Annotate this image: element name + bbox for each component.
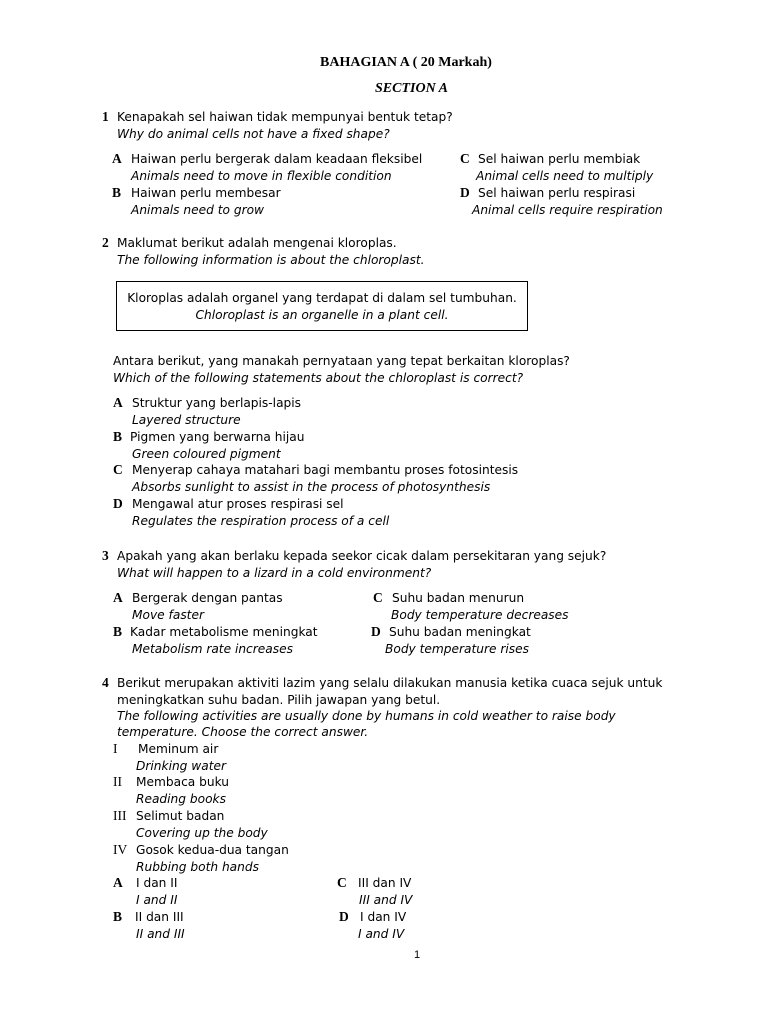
question-intro-en: The following information is about the chloroplast. [117, 253, 425, 267]
statement-text-en: Drinking water [136, 759, 227, 773]
question-number: 1 [102, 109, 109, 124]
option-letter: B [113, 909, 123, 924]
option-letter: A [113, 590, 123, 605]
option-letter: C [337, 875, 347, 890]
option-text-ms: Kadar metabolisme meningkat [130, 625, 318, 639]
option-letter: A [113, 395, 123, 410]
option-letter: C [460, 151, 470, 166]
info-box-text-ms: Kloroplas adalah organel yang terdapat di dalam sel tumbuhan. [127, 291, 517, 305]
question-text-en-line-1: The following activities are usually done by humans in cold weather to raise body [117, 709, 616, 723]
statement-text-ms: Membaca buku [136, 775, 230, 789]
section-subtitle: SECTION A [375, 81, 449, 96]
option-text-en: Body temperature rises [385, 642, 529, 656]
option-text-en: III and IV [359, 893, 413, 907]
option-text-en: Layered structure [132, 413, 241, 427]
option-text-ms: Struktur yang berlapis-lapis [132, 396, 302, 410]
option-letter: D [460, 185, 470, 200]
option-text-en: Move faster [132, 608, 204, 622]
option-text-ms: Haiwan perlu membesar [131, 186, 281, 200]
option-text-ms: Sel haiwan perlu respirasi [478, 186, 636, 200]
option-text-ms: Menyerap cahaya matahari bagi membantu proses fotosintesis [132, 463, 519, 477]
option-letter: C [373, 590, 383, 605]
question-number: 4 [102, 675, 109, 690]
option-letter: A [112, 151, 122, 166]
page-number: 1 [414, 949, 421, 961]
statement-numeral: I [113, 741, 118, 756]
question-text-ms: Antara berikut, yang manakah pernyataan yang tepat berkaitan kloroplas? [113, 354, 570, 368]
question-number: 2 [102, 235, 109, 250]
option-letter: B [113, 429, 123, 444]
option-text-en: I and II [136, 893, 178, 907]
option-text-en: Body temperature decreases [391, 608, 569, 622]
statement-text-en: Rubbing both hands [136, 860, 259, 874]
option-text-ms: III dan IV [358, 876, 412, 890]
option-letter: A [113, 875, 123, 890]
option-text-ms: Sel haiwan perlu membiak [478, 152, 641, 166]
option-text-ms: I dan II [136, 876, 178, 890]
info-box [116, 281, 528, 331]
question-text-ms: Apakah yang akan berlaku kepada seekor cicak dalam persekitaran yang sejuk? [117, 549, 607, 563]
option-text-ms: Pigmen yang berwarna hijau [130, 430, 305, 444]
statement-numeral: IV [113, 842, 128, 857]
option-text-en: Animals need to move in flexible condition [131, 169, 392, 183]
question-text-ms-line-2: meningkatkan suhu badan. Pilih jawapan yang betul. [117, 693, 441, 707]
option-text-ms: Suhu badan menurun [392, 591, 525, 605]
statement-text-en: Reading books [136, 792, 226, 806]
option-text-ms: I dan IV [360, 910, 407, 924]
option-text-en: Animal cells need to multiply [476, 169, 654, 183]
option-text-ms: Mengawal atur proses respirasi sel [132, 497, 344, 511]
option-text-en: I and IV [358, 927, 405, 941]
statement-text-ms: Meminum air [138, 742, 219, 756]
question-text-en: Why do animal cells not have a fixed shape? [117, 127, 390, 141]
statement-numeral: II [113, 774, 122, 789]
statement-text-ms: Selimut badan [136, 809, 225, 823]
option-text-en: Absorbs sunlight to assist in the process of photosynthesis [132, 480, 491, 494]
question-text-en-line-2: temperature. Choose the correct answer. [117, 725, 369, 739]
option-letter: D [339, 909, 349, 924]
option-text-en: Animal cells require respiration [472, 203, 663, 217]
info-box-text-en: Chloroplast is an organelle in a plant cell. [195, 308, 449, 322]
option-text-ms: Bergerak dengan pantas [132, 591, 283, 605]
statement-text-en: Covering up the body [136, 826, 268, 840]
option-text-ms: II dan III [135, 910, 184, 924]
question-text-en: Which of the following statements about the chloroplast is correct? [113, 371, 524, 385]
option-text-en: Green coloured pigment [132, 447, 281, 461]
question-text-en: What will happen to a lizard in a cold environment? [117, 566, 432, 580]
question-text-ms: Kenapakah sel haiwan tidak mempunyai bentuk tetap? [117, 110, 453, 124]
option-letter: D [371, 624, 381, 639]
question-intro-ms: Maklumat berikut adalah mengenai kloroplas. [117, 236, 397, 250]
option-letter: B [112, 185, 122, 200]
option-text-ms: Suhu badan meningkat [389, 625, 531, 639]
option-text-en: II and III [136, 927, 185, 941]
option-letter: C [113, 462, 123, 477]
question-number: 3 [102, 548, 109, 563]
question-text-ms-line-1: Berikut merupakan aktiviti lazim yang selalu dilakukan manusia ketika cuaca sejuk untuk [117, 676, 663, 690]
option-text-en: Regulates the respiration process of a cell [132, 514, 390, 528]
option-text-ms: Haiwan perlu bergerak dalam keadaan fleksibel [131, 152, 423, 166]
option-text-en: Metabolism rate increases [132, 642, 293, 656]
section-title: BAHAGIAN A ( 20 Markah) [320, 55, 492, 70]
option-text-en: Animals need to grow [131, 203, 265, 217]
statement-numeral: III [113, 808, 127, 823]
option-letter: B [113, 624, 123, 639]
statement-text-ms: Gosok kedua-dua tangan [136, 843, 289, 857]
option-letter: D [113, 496, 123, 511]
